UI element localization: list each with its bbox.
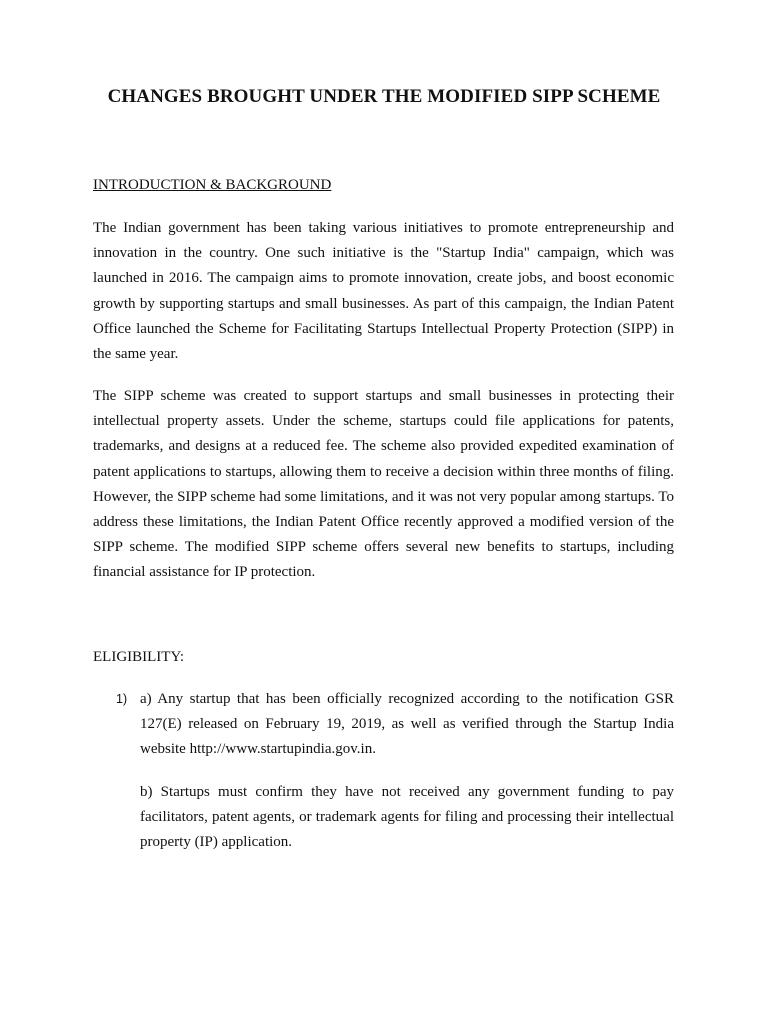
section-heading-eligibility: ELIGIBILITY: <box>93 649 185 665</box>
eligibility-item-part-b: b) Startups must confirm they have not received any government funding to pay facilitators, patent agents, or trademark agents for filing and processing their intellectual property (IP) application. <box>140 784 674 851</box>
intro-paragraph-2: The SIPP scheme was created to support startups and small businesses in protecting their intellectual property assets. Under the scheme, startups could file applications for patents, trademarks, and designs at a reduced fee. The scheme also provided expedited examination of patent applications to startups, allowing them to receive a decision within three months of filing. However, the SIPP scheme had some limitations, and it was not very popular among startups. To address these limitations, the Indian Patent Office recently approved a modified version of the SIPP scheme. The modified SIPP scheme offers several new benefits to startups, including financial assistance for IP protection. <box>93 388 674 581</box>
list-item-number: 1) <box>116 692 128 706</box>
eligibility-item-part-a: a) Any startup that has been officially recognized according to the notification GSR 127(E) released on February 19, 2019, as well as verified through the Startup India website http://www.startupindia.gov.in. <box>140 691 674 758</box>
page-title: CHANGES BROUGHT UNDER THE MODIFIED SIPP SCHEME <box>107 86 661 107</box>
section-heading-introduction: INTRODUCTION & BACKGROUND <box>93 177 332 193</box>
intro-paragraph-1: The Indian government has been taking various initiatives to promote entrepreneurship and innovation in the country. One such initiative is the "Startup India" campaign, which was launched in 2016. The campaign aims to promote innovation, create jobs, and boost economic growth by supporting startups and small businesses. As part of this campaign, the Indian Patent Office launched the Scheme for Facilitating Startups Intellectual Property Protection (SIPP) in the same year. <box>93 220 674 363</box>
